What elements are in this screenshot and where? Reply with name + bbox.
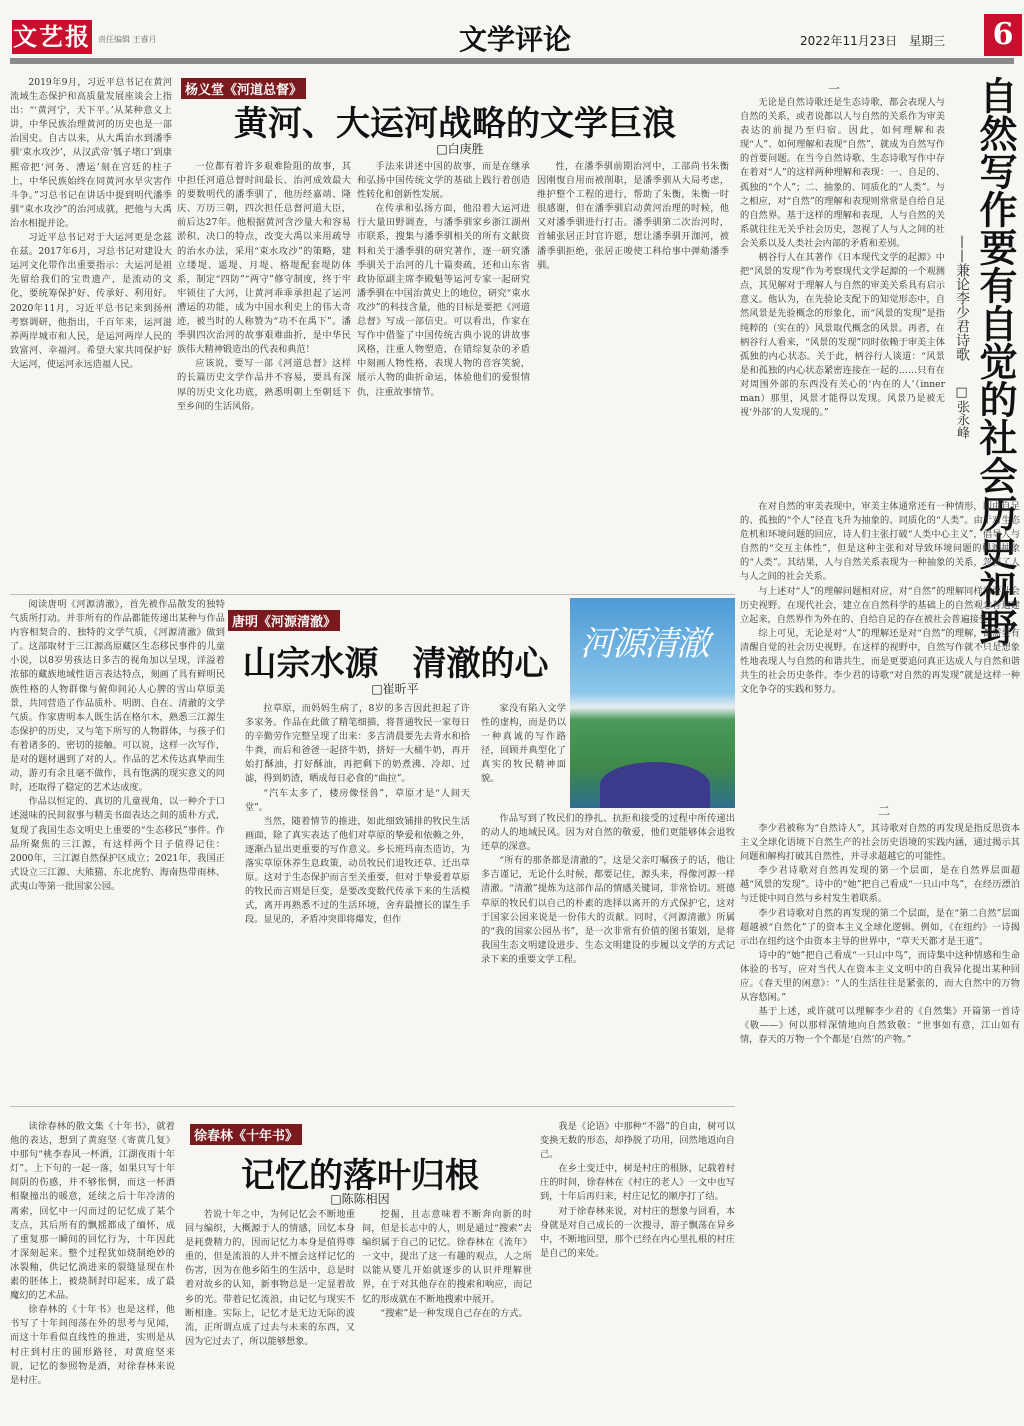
paragraph: 应该说，要写一部《河道总督》这样的长篇历史文学作品并不容易，要具有深厚的历史文化功底，熟悉明朝上至朝廷下至乡间的生活风俗。	[177, 358, 351, 412]
article4-column-1	[10, 1120, 175, 1420]
header-rule	[10, 58, 1014, 64]
article4-column-2	[185, 1208, 355, 1422]
article3-column-3	[481, 702, 566, 802]
paragraph: 家没有陷入文学性的虚构，而是仍以一种真诚的写作路径，回顾并典型化了真实的牧民精神面貌。	[481, 703, 566, 785]
paragraph: 柄谷行人在其著作《日本现代文学的起源》中把“风景的发现”作为考察现代文学起源的一个观测点，其见解对于理解人与自然的审美关系具有启示意义。他认为，在先验论支配下的知觉形态中，自然风景是先验概念的形象化，而“风景的发现”是指纯粹的（实在的）风景取代概念的风景。再者，在柄谷行人看来，“风景的发现”同时依赖于审美主体孤独的内心状态。关于此，柄谷行人谈道：“风景是和孤独的内心状态紧密连接在一起的……只有在对周围外部的东西没有关心的‘内在的人’（inner man）那里，风景才能得以发现。风景乃是被无视‘外部’的人发现的。”	[740, 252, 945, 419]
article3-column-4	[481, 812, 735, 1102]
article4-tag: 徐春林《十年书》	[190, 1124, 302, 1145]
issue-date: 2022年11月23日 星期三	[800, 34, 946, 48]
paragraph: “汽车太多了，楼房像怪兽”，草原才是“人间天堂”。	[245, 787, 470, 813]
article3-column-2	[245, 702, 470, 1102]
paragraph: 性，在潘季驯前期治河中，工部尚书朱衡因刚愎自用而被削职，是潘季驯从大局考虑，维护整个工程的进行，帮助了朱衡，朱衡一时很感谢，但在潘季驯启动黄河治理的时候，他又对潘季驯进行打击。潘季驯第二次治河时，首辅张居正封官许愿，想让潘季驯开泇河，被潘季驯拒绝，张居正唆使工科给事中弹劾潘季驯。	[537, 161, 729, 271]
paragraph: 李少君诗歌对自然再发现的第一个层面，是在自然界层面超越“风景的发现”。诗中的“她”把自己看成“一只山中鸟”，在经历漂泊与迁徙中同自然与乡村发生着联系。	[740, 865, 1020, 905]
article4-title: 记忆的落叶归根	[241, 1156, 479, 1196]
paragraph: 基于上述，或许就可以理解李少君的《自然集》开篇第一首诗《敬——》何以那样深情地向自然致敬：“世事如有意，江山如有情，春天的万物一个个都是‘自然’的产物。”	[740, 1006, 1020, 1046]
article3-title: 山宗水源 清澈的心	[242, 644, 549, 684]
article2-subtitle: ——兼论李少君诗歌	[954, 235, 970, 361]
paragraph: 作品写到了牧民们的挣扎、抗拒和接受的过程中所传递出的动人的地域民风。因为对自然的敬爱，他们更能够体会退牧还草的深意。	[481, 813, 735, 853]
article2-byline: □张永峰	[954, 385, 969, 439]
horse-illustration	[600, 762, 710, 808]
paragraph: 一位都有着许多艰难险阻的故事，其中担任河道总督时间最长、治河成效最大的要数明代的潘季驯了，他历经嘉靖、隆庆、万历三朝，四次担任总督河道大臣，前后达27年。他根据黄河含沙量大和容易淤积、决口的特点，改变大禹以来用疏导的治水办法，采用“束水攻沙”的策略，建立缕堤、遥堤、月堤、格堤配套堤防体系，制定“四防”“两守”修守制度，终于牢牢锁住了大河，让黄河乖乖承担起了运河漕运的功能，成为中国水利史上的伟大奇迹，被当时的人称赞为“功不在禹下”。潘季驯四次治河的故事艰难曲折，是中华民族伟大精神锻造出的代表和典范！	[177, 161, 351, 356]
paragraph: 李少君被称为“自然诗人”，其诗歌对自然的再发现是指反思资本主义全球化语境下自然生产的社会历史语境的实践内涵，通过揭示其问题和解构打破其自然性，并寻求超越它的可能性。	[740, 823, 1020, 863]
article1-column-2	[177, 160, 351, 590]
article3-tag: 唐明《河源清澈》	[228, 610, 340, 631]
paragraph: 对于徐春林来说，对村庄的想象与回看，本身就是对自己成长的一次搜寻，游子飘荡在异乡中，不断地回望，那个已经在内心里扎根的村庄是自己的来处。	[540, 1205, 735, 1259]
paragraph: 无论是自然诗歌还是生态诗歌，都会表现人与自然的关系，或者说都以人与自然的关系作为审美表达的前提乃至归宿。因此，如何理解和表现“人”、如何理解和表现“自然”，就成为自然写作的首要问题。在当今自然诗歌、生态诗歌写作中存在着对“人”的这样两种理解和表现：一、自足的、孤独的“个人”；二、抽象的、同质化的“人类”。与之相应，对“自然”的理解和表现则常常是自给自足的自然界。基于这样的理解和表现，人与自然的关系就往往无关乎社会历史，忽视了人与人之间的社会关系以及人类社会内部的矛盾和差别。	[740, 97, 945, 249]
article3-column-1	[10, 598, 225, 1098]
paragraph: 李少君诗歌对自然的再发现的第二个层面，是在“第二自然”层面超越被“自然化”了的资本主义全球化逻辑。例如，《在纽约》一诗揭示出在纽约这个由资本主导的世界中，“草天天都才是王道”。	[740, 907, 1020, 947]
article4-column-4	[540, 1120, 735, 1422]
paragraph: 综上可见，无论是对“人”的理解还是对“自然”的理解，都需要有清醒自觉的社会历史视野。在这样的视野中，自然写作就不只是想象性地表现人与自然的和谐共生，而是更要追问真正达成人与自然和谐共生的社会历史条件。李少君的诗歌“对自然的再发现”就是这样一种文化争夺的实践和努力。	[740, 627, 1020, 696]
section-title: 文学评论	[458, 23, 571, 56]
section-number-1: 一	[828, 82, 841, 96]
paragraph: 徐春林的《十年书》也是这样，他书写了十年间闯荡在外的思考与见闻，而这十年看似直线性的推进，实则是从村庄到村庄的圆形路径，对黄庭坚来说，记忆的参照物是酒，对徐春林来说是村庄。	[10, 1304, 175, 1386]
editor-credit: 责任编辑 王睿月	[98, 35, 157, 44]
article1-column-3	[357, 160, 530, 590]
article2-title: 自然写作要有自觉的社会历史视野	[973, 76, 1018, 646]
article4-column-3	[362, 1208, 532, 1422]
paragraph: 我是《论语》中那种“不器”的自由，树可以变换无数的形态，却挣脱了功用，回然地返向自己。	[540, 1121, 735, 1161]
article3-byline: □崔昕平	[371, 682, 419, 696]
paragraph: 挖掘，且志意味着不断奔向新的时间，但是长志中的人，则是通过“搜索”去编织属于自己的记忆。徐春林在《流年》一文中，提出了这一有趣的观点，人之所以能从婴儿开始就逐步的认识并理解世界，在于对其他存在的搜索和响应，而记忆的形成就在不断地搜索中展开。	[362, 1209, 532, 1305]
paragraph: 阅读唐明《河源清澈》，首先被作品散发的独特气质所打动。并非所有的作品都能传递出某种与作品内容相契合的、独特的文学气质，《河源清澈》做到了。这部取材于三江源高原藏区生态移民事件的儿童小说，以8岁男孩达日多吉的视角加以呈现，洋溢着浓郁的藏族地域性语言表达特点，刻画了具有鲜明民族性格的人物群像与俯仰间沁人心脾的雪山草原美景，共同营造了作品质朴、明朗、自在、清澈的文学气质。作家唐明本人既生活在格尔木，熟悉三江源生态保护的历史，又与笔下所写的人物群体，与孩子们有着诸多的、密切的接触。可以说，这样一次写作，是对的题材遇到了对的人。作品的艺术传达真挚而生动，游刃有余且毫不做作，具有饱满的现实意义的同时，还取得了稳定的艺术达成度。	[10, 599, 225, 794]
article2-column-mid	[740, 500, 1020, 800]
article1-tag: 杨义堂《河道总督》	[181, 78, 306, 99]
paragraph: 2019年9月，习近平总书记在黄河流域生态保护和高质量发展座谈会上指出：“‘黄河宁，天下平。’从某种意义上讲，中华民族治理黄河的历史也是一部治国史。自古以来，从大禹治水到潘季驯‘束水攻沙’，从汉武帝‘瓠子堵口’到康熙帝把‘河务、漕运’刻在宫廷的柱子上，中华民族始终在同黄河水旱灾害作斗争。”习总书记在讲话中提到明代潘季驯“束水攻沙”的治河成就，把他与大禹治水相提并论。	[10, 77, 172, 229]
paragraph: “搜索”是一种发现自己存在的方式。	[380, 1307, 528, 1319]
paragraph: 在传承和弘扬方面，他沿着大运河进行大量田野调查，与潘季驯家乡浙江湖州市联系，搜集与潘季驯相关的所有文献资料和关于潘季驯的研究著作，逐一研究潘季驯关于治河的几十篇奏疏，还和山东省政协原副主席李殿魁等运河专家一起研究潘季驯在中国治黄史上的地位，研究“束水攻沙”的科技含量，他的目标是要把《河道总督》写成一部信史。可以看出，作家在写作中借鉴了中国传统古典小说的讲故事风格，注重人物塑造，在错综复杂的矛盾中刻画人物性格，表现人物的音容笑貌，展示人物的曲折命运，体验他们的爱恨情仇，注重故事情节。	[357, 203, 530, 398]
paragraph: 若说十年之中，为何记忆会不断地重回与编织，大概源于人的情感，回忆本身是耗费精力的，因而记忆力本身是值得尊重的，但是流浪的人并不擅会这样记忆的伤害，因为在他乡陌生的生活中，总是时着对故乡的认知，新事物总是一定显着故乡的光。带着记忆流浪，由记忆与现实不断相逢。实际上，记忆才是无边无际的波流，正所谓点成了过去与未来的东西，又因为它过去了，所以能够想象。	[185, 1209, 355, 1347]
article1-title: 黄河、大运河战略的文学巨浪	[234, 104, 676, 144]
paragraph: 当然，随着情节的推进，如此细致铺排的牧民生活画面，除了真实表达了他们对草原的挚爱和依赖之外，逐渐凸显出更重要的写作意义。乡长班玛南杰造访，为落实草原休养生息政策，动员牧民们退牧还草、迁出草原。这对于生态保护而言至关重要，但对于挚爱着草原的牧民而言则是巨变，是要改变数代传承下来的生活模式，离开再熟悉不过的生活环境，舍弃最擅长的谋生手段。显见的，矛盾冲突即将爆发，但作	[245, 815, 470, 926]
article4-byline: □陈陈相因	[330, 1192, 390, 1206]
paragraph: 拉草原，而妈妈生病了，8岁的多吉因此担起了许多家务。作品在此做了精笔细描，将普通牧民一家每日的辛勤劳作完整呈现了出来：多吉清晨要先去背水和拾牛粪，而后和爸爸一起挤牛奶，挤好一大桶牛奶，再开始打酥油，打好酥油，再把剩下的奶煮沸、冷却、过滤，得到奶渣，晒成每日必食的“曲拉”。	[245, 703, 470, 785]
article2-column-top	[740, 96, 945, 496]
newspaper-logo: 文艺报	[12, 20, 92, 54]
article1-column-4	[537, 160, 729, 590]
paragraph: 诗中的“她”把自己看成“一只山中鸟”，而诗集中这种情感和生命体验的书写，应对当代人在资本主义文明中的自我异化提出某种回应。《春天里的闲意》：“人的生活往往是紧张的，而大自然中的万物从容悠闲。”	[740, 949, 1020, 1004]
paragraph: 在对自然的审美表现中，审美主体通常还有一种情形，即由自足的、孤独的“个人”径直飞升为抽象的、同质化的“人类”。由于对生态危机和环境问题的回应，诗人们主张打破“人类中心主义”，倡导人与自然的“交互主体性”，但是这种主张和对导致环境问题的根源抽象的“人类”。其结果，人与自然关系表现为一种抽象的关系，忽视了人与人之间的社会关系。	[740, 501, 1020, 583]
paragraph: “所有的那条都是清澈的”，这是父亲叮嘱孩子的话，他让多吉谨记，无论什么时候，都要记住，源头来，得像河源一样清澈。“清澈”提炼为这部作品的情感关键词，非常恰切。班德草原的牧民们以自己的朴素的选择以离开的方式保护它，这对于国家公园来说是一份伟大的贡献。同时，《河源清澈》所属的“我的国家公园丛书”，是一次非常有价值的图书策划，是将我国生态文明建设进步、生态文明建设的步履以文学的方式记录下来的重要文学工程。	[481, 855, 735, 965]
paragraph: 作品以恒定的、真切的儿童视角，以一种介于口述滋味的民间叙事与精美书面表达之间的质朴方式，复现了我国生态文明史上重要的“生态移民”事件。作品所聚焦的三江源，有这样两个日子值得记住：2000年，三江源自然保护区成立；2021年，我国正式设立三江源、大熊猫、东北虎豹、海南热带雨林、武夷山等第一批国家公园。	[10, 796, 225, 892]
article2-column-bottom	[740, 822, 1020, 1422]
book-cover-image	[570, 598, 735, 808]
page-number: 6	[984, 14, 1022, 56]
section-number-2: 二	[878, 804, 891, 818]
section-divider	[10, 594, 735, 595]
paragraph: 与上述对“人”的理解问题相对应，对“自然”的理解同样需要社会历史视野。在现代社会，建立在自然科学的基础上的自然观念普遍建立起来，自然界作为外在的、自给自足的存在被社会普遍接受。	[740, 585, 1020, 625]
paragraph: 手法来讲述中国的故事，而是在继承和弘扬中国传统文学的基础上践行着创造性转化和创新性发展。	[357, 161, 530, 201]
paragraph: 读徐春林的散文集《十年书》，就着他的表达，想到了黄庭坚《寄黄几复》中那句“桃李春风一杯酒，江湖夜雨十年灯”。上下句的一起一落，如果只写十年间阴的伤感，并不够怅惘，而这一杯酒相聚撞出的暖意，延续之后十年冷清的离索，回忆中一闪而过的记忆成了某个支点，其后所有的飘摇都成了缅怀，成了重复那一瞬间的回忆行为，十年因此才深刻起来。整个过程犹如烧制绝妙的冰裂釉，供记忆淌进来的裂缝显现在朴素的胚体上，被烧制封印起来，成了最魔幻的艺术品。	[10, 1121, 175, 1302]
article1-byline: □白庚胜	[436, 142, 484, 156]
paragraph: 在乡土变迁中，树是村庄的根脉，记载着村庄的时间，徐春林在《村庄的老人》一文中也写到，十年后再归来，村庄记忆的顺序打了结。	[540, 1163, 735, 1203]
article1-column-1	[10, 76, 172, 591]
section-divider	[10, 1106, 735, 1107]
book-cover-title: 河源清澈	[580, 624, 708, 664]
paragraph: 习近平总书记对于大运河更是念兹在兹。2017年6月，习总书记对建设大运河文化带作出重要指示：大运河是祖先留给我们的宝贵遗产，是流动的文化，要统筹保护好、传承好、利用好。2020年11月，习近平总书记来到扬州考察调研，他指出，千百年来，运河滋养两岸城市和人民，是运河两岸人民的致富河、幸福河。希望大家共同保护好大运河，使运河永远造福人民。	[10, 232, 172, 370]
